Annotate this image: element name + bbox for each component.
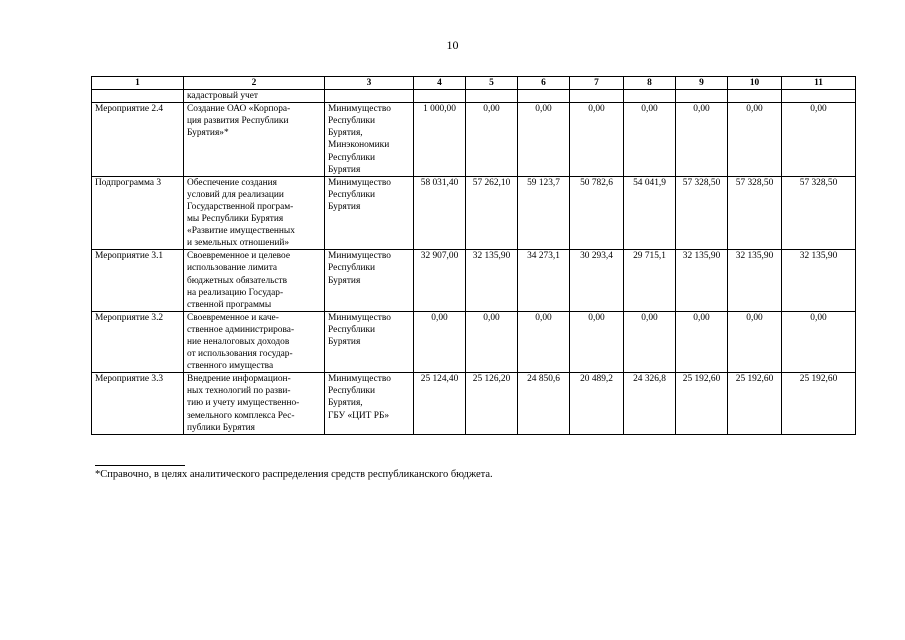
table-row xyxy=(92,103,856,177)
value-cell: 25 192,60 xyxy=(676,373,728,434)
executor-line: Минэкономики xyxy=(328,140,390,151)
value-cell: 0,00 xyxy=(782,311,856,372)
description-line: мы Республики Бурятия xyxy=(187,214,284,225)
row-name-cell: Мероприятие 3.1 xyxy=(92,250,184,311)
page-number: 10 xyxy=(446,38,459,52)
executor-line: Бурятия, xyxy=(328,128,363,139)
column-header: 3 xyxy=(325,77,414,90)
value-cell: 58 031,40 xyxy=(414,176,466,250)
value-cell: 0,00 xyxy=(782,103,856,177)
value-cell: 25 124,40 xyxy=(414,373,466,434)
value-cell: 54 041,9 xyxy=(624,176,676,250)
executor-line: Минимущество xyxy=(328,374,391,385)
value-cell: 0,00 xyxy=(728,311,782,372)
description-line: Своевременное и каче- xyxy=(187,312,279,323)
table-row xyxy=(92,90,856,103)
description-line: Внедрение информацион- xyxy=(187,374,291,385)
row-description-cell xyxy=(184,90,325,103)
row-name-cell: Мероприятие 3.3 xyxy=(92,373,184,434)
column-header: 8 xyxy=(624,77,676,90)
value-cell xyxy=(518,90,570,103)
row-description-cell xyxy=(184,311,325,372)
value-cell: 0,00 xyxy=(624,311,676,372)
row-description-cell xyxy=(184,250,325,311)
row-description-cell xyxy=(184,373,325,434)
executor-line: Минимущество xyxy=(328,312,391,323)
description-line: бюджетных обязательств xyxy=(187,275,288,286)
column-header: 5 xyxy=(466,77,518,90)
executor-line: Республики xyxy=(328,116,376,127)
value-cell xyxy=(782,90,856,103)
value-cell: 0,00 xyxy=(466,103,518,177)
executor-line: Республики xyxy=(328,386,376,397)
description-line: ние неналоговых доходов xyxy=(187,336,290,347)
description-line: земельного комплекса Рес- xyxy=(187,410,295,421)
executor-line: Бурятия xyxy=(328,275,361,286)
description-line: и земельных отношений» xyxy=(187,238,290,249)
executor-line: Республики xyxy=(328,263,376,274)
column-header: 4 xyxy=(414,77,466,90)
footnote: *Справочно, в целях аналитического распределения средств республиканского бюджета. xyxy=(95,469,493,480)
executor-line: Бурятия xyxy=(328,164,361,175)
row-executor-cell xyxy=(325,250,414,311)
column-header: 9 xyxy=(676,77,728,90)
column-header: 2 xyxy=(184,77,325,90)
description-line: Создание ОАО «Корпора- xyxy=(187,104,291,115)
description-line: «Развитие имущественных xyxy=(187,226,295,237)
value-cell xyxy=(466,90,518,103)
footnote-divider xyxy=(95,465,185,466)
executor-line: Бурятия xyxy=(328,201,361,212)
value-cell: 0,00 xyxy=(518,311,570,372)
value-cell: 57 262,10 xyxy=(466,176,518,250)
table-row xyxy=(92,250,856,311)
row-description-cell xyxy=(184,103,325,177)
value-cell xyxy=(676,90,728,103)
description-line: кадастровый учет xyxy=(187,91,258,102)
description-line: от использования государ- xyxy=(187,349,293,360)
value-cell: 0,00 xyxy=(518,103,570,177)
table-header-row xyxy=(92,77,856,90)
value-cell: 0,00 xyxy=(570,311,624,372)
value-cell: 25 192,60 xyxy=(782,373,856,434)
row-name-cell: Мероприятие 3.2 xyxy=(92,311,184,372)
description-line: Обеспечение создания xyxy=(187,177,277,188)
row-executor-cell xyxy=(325,90,414,103)
table-row xyxy=(92,176,856,250)
value-cell: 0,00 xyxy=(466,311,518,372)
executor-line: Республики xyxy=(328,152,376,163)
value-cell: 29 715,1 xyxy=(624,250,676,311)
column-header: 11 xyxy=(782,77,856,90)
description-line: ция развития Республики xyxy=(187,116,289,127)
column-header: 1 xyxy=(92,77,184,90)
column-header: 6 xyxy=(518,77,570,90)
value-cell: 25 192,60 xyxy=(728,373,782,434)
executor-line: Республики xyxy=(328,189,376,200)
executor-line: Бурятия, xyxy=(328,398,363,409)
description-line: Своевременное и целевое xyxy=(187,251,290,262)
value-cell: 0,00 xyxy=(676,311,728,372)
executor-line: Минимущество xyxy=(328,104,391,115)
row-executor-cell xyxy=(325,176,414,250)
value-cell: 57 328,50 xyxy=(782,176,856,250)
executor-line: Минимущество xyxy=(328,251,391,262)
value-cell: 57 328,50 xyxy=(728,176,782,250)
description-line: ных технологий по разви- xyxy=(187,386,291,397)
value-cell: 32 135,90 xyxy=(676,250,728,311)
value-cell xyxy=(570,90,624,103)
value-cell: 59 123,7 xyxy=(518,176,570,250)
column-header: 10 xyxy=(728,77,782,90)
value-cell xyxy=(624,90,676,103)
column-header: 7 xyxy=(570,77,624,90)
value-cell: 32 135,90 xyxy=(466,250,518,311)
description-line: ственной программы xyxy=(187,299,272,310)
executor-line: Республики xyxy=(328,324,376,335)
value-cell: 24 326,8 xyxy=(624,373,676,434)
description-line: на реализацию Государ- xyxy=(187,287,284,298)
row-name-cell: Подпрограмма 3 xyxy=(92,176,184,250)
executor-line: Минимущество xyxy=(328,177,391,188)
row-description-cell xyxy=(184,176,325,250)
description-line: тию и учету имущественно- xyxy=(187,398,300,409)
description-line: Бурятия»* xyxy=(187,128,229,139)
value-cell: 30 293,4 xyxy=(570,250,624,311)
description-line: ственного имущества xyxy=(187,361,274,372)
budget-table xyxy=(91,76,856,435)
value-cell: 50 782,6 xyxy=(570,176,624,250)
value-cell: 32 135,90 xyxy=(728,250,782,311)
value-cell: 24 850,6 xyxy=(518,373,570,434)
value-cell xyxy=(728,90,782,103)
row-executor-cell xyxy=(325,311,414,372)
value-cell: 1 000,00 xyxy=(414,103,466,177)
value-cell: 57 328,50 xyxy=(676,176,728,250)
description-line: условий для реализации xyxy=(187,189,284,200)
executor-line: ГБУ «ЦИТ РБ» xyxy=(328,410,390,421)
description-line: использование лимита xyxy=(187,263,278,274)
description-line: публики Бурятия xyxy=(187,422,255,433)
description-line: ственное администрирова- xyxy=(187,324,295,335)
value-cell: 25 126,20 xyxy=(466,373,518,434)
value-cell xyxy=(414,90,466,103)
row-name-cell: Мероприятие 2.4 xyxy=(92,103,184,177)
row-name-cell xyxy=(92,90,184,103)
value-cell: 0,00 xyxy=(570,103,624,177)
row-executor-cell xyxy=(325,103,414,177)
value-cell: 0,00 xyxy=(728,103,782,177)
value-cell: 32 135,90 xyxy=(782,250,856,311)
value-cell: 34 273,1 xyxy=(518,250,570,311)
value-cell: 0,00 xyxy=(414,311,466,372)
value-cell: 20 489,2 xyxy=(570,373,624,434)
table-row xyxy=(92,311,856,372)
executor-line: Бурятия xyxy=(328,336,361,347)
value-cell: 0,00 xyxy=(676,103,728,177)
value-cell: 32 907,00 xyxy=(414,250,466,311)
description-line: Государственной програм- xyxy=(187,201,294,212)
value-cell: 0,00 xyxy=(624,103,676,177)
table-body xyxy=(92,90,856,435)
table-row xyxy=(92,373,856,434)
row-executor-cell xyxy=(325,373,414,434)
